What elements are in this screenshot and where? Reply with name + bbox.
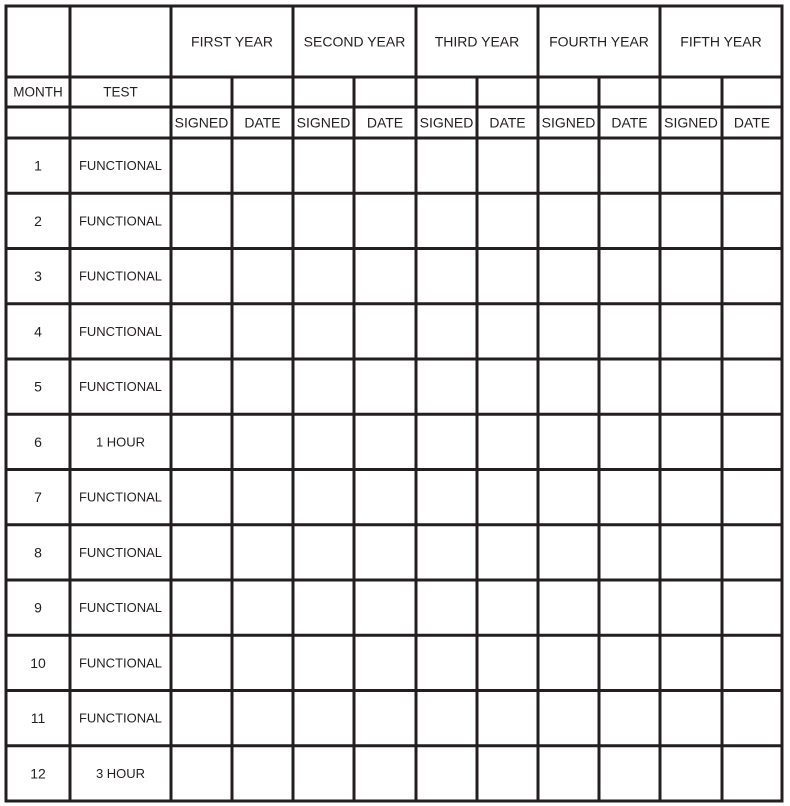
date-cell[interactable]	[356, 416, 414, 467]
signed-cell[interactable]	[418, 527, 475, 578]
row-test: FUNCTIONAL	[78, 489, 163, 505]
date-cell[interactable]	[234, 306, 291, 357]
date-cell[interactable]	[356, 748, 414, 799]
signed-cell[interactable]	[173, 251, 230, 302]
signed-header: SIGNED	[419, 114, 474, 131]
row-test: FUNCTIONAL	[78, 600, 163, 616]
date-header: DATE	[489, 114, 526, 131]
row-month: 10	[30, 654, 46, 671]
signed-cell[interactable]	[540, 140, 597, 191]
date-cell[interactable]	[724, 693, 780, 744]
date-cell[interactable]	[356, 582, 414, 633]
signed-cell[interactable]	[295, 472, 352, 523]
date-cell[interactable]	[356, 251, 414, 302]
signed-cell[interactable]	[295, 361, 352, 412]
date-cell[interactable]	[724, 472, 780, 523]
signed-cell[interactable]	[295, 748, 352, 799]
signed-header: SIGNED	[541, 114, 596, 131]
date-cell[interactable]	[724, 195, 780, 246]
date-cell[interactable]	[724, 251, 780, 302]
date-cell[interactable]	[356, 637, 414, 688]
signed-cell[interactable]	[418, 582, 475, 633]
signed-cell[interactable]	[540, 527, 597, 578]
year-header: FIFTH YEAR	[680, 33, 762, 50]
signed-cell[interactable]	[295, 693, 352, 744]
signed-cell[interactable]	[173, 306, 230, 357]
date-cell[interactable]	[234, 361, 291, 412]
date-cell[interactable]	[234, 140, 291, 191]
signed-cell[interactable]	[540, 195, 597, 246]
date-cell[interactable]	[234, 527, 291, 578]
signed-cell[interactable]	[540, 748, 597, 799]
signed-cell[interactable]	[662, 693, 720, 744]
signed-cell[interactable]	[295, 637, 352, 688]
row-month: 3	[34, 268, 42, 285]
date-cell[interactable]	[234, 416, 291, 467]
date-header: DATE	[244, 114, 281, 131]
date-cell[interactable]	[724, 140, 780, 191]
row-month: 4	[34, 323, 42, 340]
date-cell[interactable]	[601, 416, 658, 467]
signed-header: SIGNED	[174, 114, 229, 131]
signed-cell[interactable]	[173, 472, 230, 523]
row-month: 5	[34, 378, 42, 395]
date-cell[interactable]	[479, 527, 536, 578]
date-cell[interactable]	[601, 195, 658, 246]
signed-cell[interactable]	[295, 251, 352, 302]
date-cell[interactable]	[479, 472, 536, 523]
signed-cell[interactable]	[540, 251, 597, 302]
date-cell[interactable]	[479, 361, 536, 412]
signed-cell[interactable]	[418, 251, 475, 302]
signed-cell[interactable]	[662, 582, 720, 633]
date-cell[interactable]	[724, 361, 780, 412]
signed-cell[interactable]	[662, 637, 720, 688]
signed-cell[interactable]	[418, 748, 475, 799]
date-cell[interactable]	[234, 472, 291, 523]
year-header: FOURTH YEAR	[549, 33, 649, 50]
date-cell[interactable]	[724, 748, 780, 799]
date-cell[interactable]	[601, 582, 658, 633]
signed-cell[interactable]	[662, 361, 720, 412]
row-test: FUNCTIONAL	[78, 158, 163, 174]
signed-cell[interactable]	[540, 582, 597, 633]
date-cell[interactable]	[724, 416, 780, 467]
date-cell[interactable]	[479, 416, 536, 467]
signed-cell[interactable]	[295, 140, 352, 191]
signed-cell[interactable]	[418, 195, 475, 246]
signed-cell[interactable]	[540, 306, 597, 357]
row-month: 8	[34, 544, 42, 561]
signed-cell[interactable]	[418, 306, 475, 357]
signed-header: SIGNED	[664, 114, 718, 131]
date-cell[interactable]	[479, 693, 536, 744]
row-month: 1	[34, 157, 42, 174]
signed-cell[interactable]	[418, 637, 475, 688]
date-cell[interactable]	[601, 361, 658, 412]
signed-cell[interactable]	[662, 251, 720, 302]
date-cell[interactable]	[356, 361, 414, 412]
signed-cell[interactable]	[418, 361, 475, 412]
date-cell[interactable]	[479, 306, 536, 357]
row-test: 3 HOUR	[95, 765, 146, 781]
row-month: 6	[34, 433, 42, 450]
row-month: 9	[34, 599, 42, 616]
date-cell[interactable]	[234, 748, 291, 799]
date-cell[interactable]	[234, 582, 291, 633]
signed-cell[interactable]	[540, 637, 597, 688]
year-header: SECOND YEAR	[303, 33, 406, 50]
row-test: FUNCTIONAL	[78, 323, 163, 339]
date-cell[interactable]	[479, 195, 536, 246]
date-cell[interactable]	[234, 693, 291, 744]
signed-cell[interactable]	[540, 472, 597, 523]
signed-cell[interactable]	[418, 693, 475, 744]
date-cell[interactable]	[601, 140, 658, 191]
signed-cell[interactable]	[662, 527, 720, 578]
signed-cell[interactable]	[173, 195, 230, 246]
date-cell[interactable]	[724, 582, 780, 633]
signed-cell[interactable]	[173, 582, 230, 633]
signed-cell[interactable]	[295, 306, 352, 357]
signed-cell[interactable]	[418, 416, 475, 467]
date-cell[interactable]	[479, 748, 536, 799]
date-cell[interactable]	[234, 637, 291, 688]
test-header: TEST	[103, 84, 138, 100]
signed-cell[interactable]	[540, 361, 597, 412]
row-test: FUNCTIONAL	[78, 710, 163, 726]
signed-cell[interactable]	[540, 416, 597, 467]
signed-cell[interactable]	[173, 527, 230, 578]
date-cell[interactable]	[234, 195, 291, 246]
row-month: 7	[34, 489, 42, 506]
date-cell[interactable]	[601, 748, 658, 799]
row-test: FUNCTIONAL	[78, 655, 163, 671]
year-header: FIRST YEAR	[191, 33, 273, 50]
date-cell[interactable]	[724, 306, 780, 357]
row-test: FUNCTIONAL	[78, 544, 163, 560]
date-cell[interactable]	[601, 693, 658, 744]
date-cell[interactable]	[479, 140, 536, 191]
date-cell[interactable]	[479, 637, 536, 688]
signed-cell[interactable]	[295, 195, 352, 246]
date-header: DATE	[366, 114, 404, 131]
signed-cell[interactable]	[295, 582, 352, 633]
date-cell[interactable]	[601, 306, 658, 357]
month-header: MONTH	[13, 84, 63, 100]
date-cell[interactable]	[724, 527, 780, 578]
date-cell[interactable]	[601, 637, 658, 688]
date-cell[interactable]	[601, 527, 658, 578]
signed-cell[interactable]	[295, 416, 352, 467]
signed-cell[interactable]	[662, 472, 720, 523]
signed-cell[interactable]	[418, 140, 475, 191]
row-test: FUNCTIONAL	[78, 379, 163, 395]
year-header: THIRD YEAR	[434, 33, 520, 50]
date-cell[interactable]	[601, 251, 658, 302]
signed-cell[interactable]	[662, 306, 720, 357]
signed-cell[interactable]	[173, 416, 230, 467]
signed-cell[interactable]	[662, 748, 720, 799]
date-cell[interactable]	[356, 140, 414, 191]
signed-cell[interactable]	[540, 693, 597, 744]
signed-cell[interactable]	[662, 140, 720, 191]
date-cell[interactable]	[724, 637, 780, 688]
date-cell[interactable]	[601, 472, 658, 523]
date-cell[interactable]	[356, 472, 414, 523]
row-month: 2	[34, 212, 42, 229]
signed-cell[interactable]	[662, 416, 720, 467]
date-cell[interactable]	[479, 582, 536, 633]
date-cell[interactable]	[356, 693, 414, 744]
date-cell[interactable]	[234, 251, 291, 302]
row-month: 11	[30, 710, 46, 727]
row-test: FUNCTIONAL	[78, 268, 163, 284]
signed-cell[interactable]	[295, 527, 352, 578]
signed-cell[interactable]	[173, 140, 230, 191]
date-cell[interactable]	[356, 195, 414, 246]
date-header: DATE	[733, 114, 771, 131]
signed-cell[interactable]	[173, 748, 230, 799]
signed-cell[interactable]	[173, 693, 230, 744]
row-month: 12	[30, 765, 46, 782]
signed-cell[interactable]	[418, 472, 475, 523]
date-header: DATE	[611, 114, 648, 131]
signed-cell[interactable]	[173, 361, 230, 412]
date-cell[interactable]	[356, 306, 414, 357]
date-cell[interactable]	[356, 527, 414, 578]
row-test: FUNCTIONAL	[78, 213, 163, 229]
date-cell[interactable]	[479, 251, 536, 302]
row-test: 1 HOUR	[95, 434, 146, 450]
signed-cell[interactable]	[173, 637, 230, 688]
signed-header: SIGNED	[296, 114, 351, 131]
signed-cell[interactable]	[662, 195, 720, 246]
